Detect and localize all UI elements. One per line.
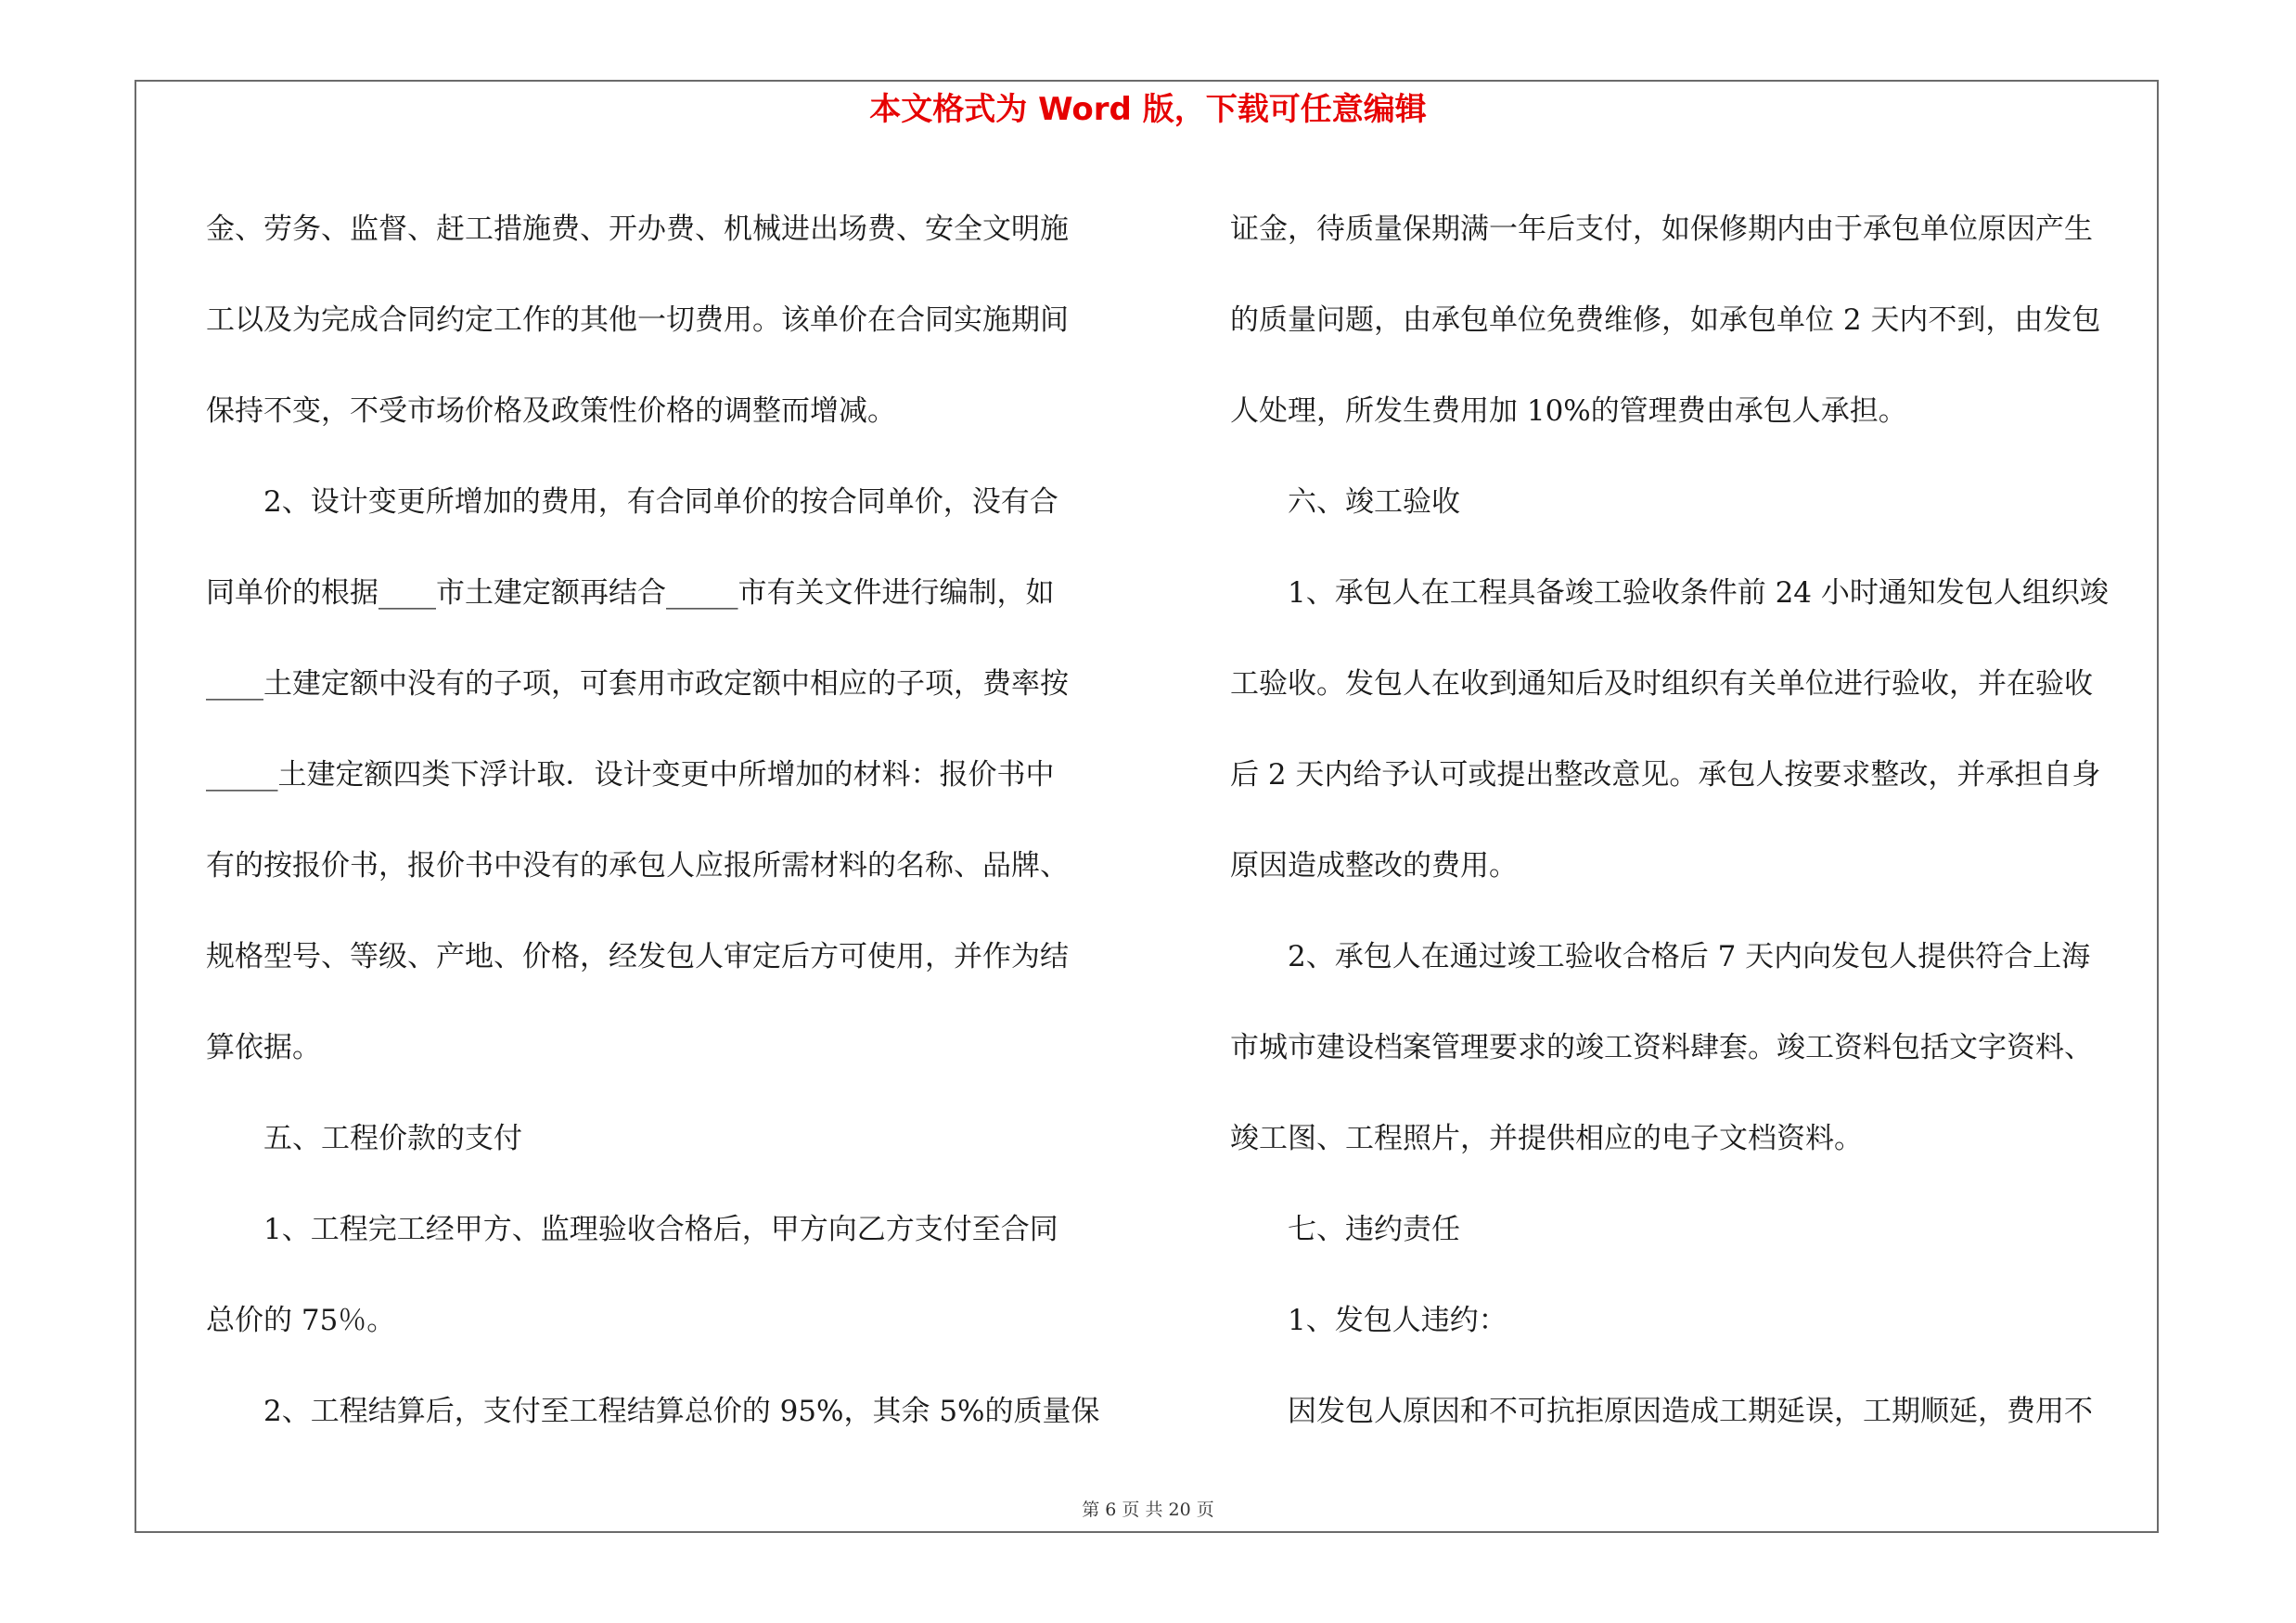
text-line: 2、设计变更所增加的费用，有合同单价的按合同单价，没有合 bbox=[263, 485, 1058, 519]
section-heading: 六、竣工验收 bbox=[1288, 485, 1460, 519]
text-line: ____土建定额中没有的子项，可套用市政定额中相应的子项，费率按 bbox=[206, 667, 1069, 701]
text-line: 金、劳务、监督、赶工措施费、开办费、机械进出场费、安全文明施 bbox=[206, 213, 1069, 246]
text-line: _____土建定额四类下浮计取．设计变更中所增加的材料：报价书中 bbox=[206, 758, 1055, 792]
text-line: 有的按报价书，报价书中没有的承包人应报所需材料的名称、品牌、 bbox=[206, 849, 1069, 882]
text-line: 2、工程结算后，支付至工程结算总价的 95%，其余 5%的质量保 bbox=[263, 1395, 1100, 1428]
text-line: 后 2 天内给予认可或提出整改意见。承包人按要求整改，并承担自身 bbox=[1230, 758, 2101, 792]
section-heading: 七、违约责任 bbox=[1288, 1213, 1460, 1246]
text-line: 算依据。 bbox=[206, 1031, 321, 1064]
section-heading: 五、工程价款的支付 bbox=[263, 1122, 522, 1155]
text-line: 原因造成整改的费用。 bbox=[1230, 849, 1518, 882]
text-line: 市城市建设档案管理要求的竣工资料肆套。竣工资料包括文字资料、 bbox=[1230, 1031, 2093, 1064]
right-column bbox=[1230, 184, 2158, 1457]
text-line: 1、发包人违约： bbox=[1288, 1304, 1507, 1337]
text-line: 的质量问题，由承包单位免费维修，如承包单位 2 天内不到，由发包 bbox=[1230, 303, 2101, 337]
text-line: 总价的 75％。 bbox=[206, 1304, 396, 1337]
text-line: 证金，待质量保期满一年后支付，如保修期内由于承包单位原因产生 bbox=[1230, 213, 2093, 246]
text-line: 人处理，所发生费用加 10%的管理费由承包人承担。 bbox=[1230, 394, 1907, 428]
text-line: 工验收。发包人在收到通知后及时组织有关单位进行验收，并在验收 bbox=[1230, 667, 2093, 701]
text-line: 竣工图、工程照片，并提供相应的电子文档资料。 bbox=[1230, 1122, 1863, 1155]
header-notice: 本文格式为 Word 版，下载可任意编辑 bbox=[869, 91, 1427, 128]
text-line: 1、工程完工经甲方、监理验收合格后，甲方向乙方支付至合同 bbox=[263, 1213, 1058, 1246]
left-column bbox=[206, 184, 1134, 1457]
text-line: 2、承包人在通过竣工验收合格后 7 天内向发包人提供符合上海 bbox=[1288, 940, 2091, 973]
page-number: 第 6 页 共 20 页 bbox=[1082, 1500, 1214, 1520]
text-line: 同单价的根据____市土建定额再结合_____市有关文件进行编制，如 bbox=[206, 576, 1055, 610]
text-line: 保持不变，不受市场价格及政策性价格的调整而增减。 bbox=[206, 394, 896, 428]
text-line: 1、承包人在工程具备竣工验收条件前 24 小时通知发包人组织竣 bbox=[1288, 576, 2109, 610]
text-line: 因发包人原因和不可抗拒原因造成工期延误，工期顺延，费用不 bbox=[1288, 1395, 2093, 1428]
text-line: 工以及为完成合同约定工作的其他一切费用。该单价在合同实施期间 bbox=[206, 303, 1069, 337]
text-line: 规格型号、等级、产地、价格，经发包人审定后方可使用，并作为结 bbox=[206, 940, 1069, 973]
